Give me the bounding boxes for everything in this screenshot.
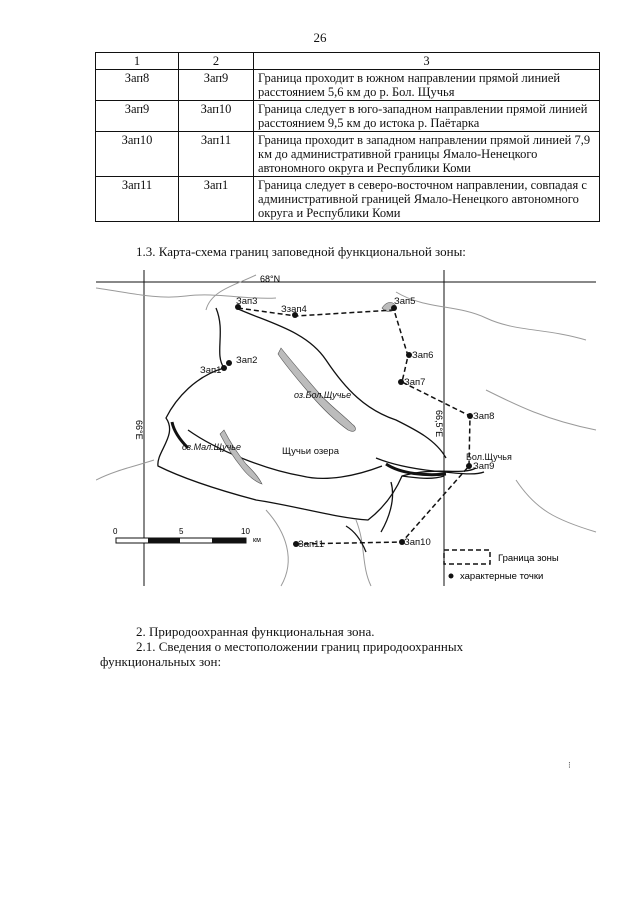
boundary-map xyxy=(96,270,606,600)
cell-to: Зап1 xyxy=(179,177,254,222)
label-lakes: Щучьи озера xyxy=(282,446,339,457)
column-header-description: 3 xyxy=(254,53,600,70)
table-row xyxy=(96,132,600,177)
scale-zero: 0 xyxy=(113,527,118,536)
longitude-label-left: 66°E xyxy=(134,420,144,440)
legend-point-swatch xyxy=(449,574,454,579)
margin-mark: ⁝ xyxy=(568,760,571,770)
section-heading: 2. Природоохранная функциональная зона. xyxy=(136,624,375,639)
label-zap1: Зап1 xyxy=(200,365,222,376)
label-lake-mal: оз.Мал.Щучье xyxy=(182,442,241,452)
boundary-table xyxy=(95,52,600,222)
label-zap10: Зап10 xyxy=(404,537,431,548)
cell-from: Зап8 xyxy=(96,70,179,101)
latitude-label: 68°N xyxy=(260,274,281,284)
cell-from: Зап9 xyxy=(96,101,179,132)
longitude-label-right: 66,5°E xyxy=(434,410,444,438)
label-river: Бол.Щучья xyxy=(466,452,512,462)
label-zap7: Зап7 xyxy=(404,377,426,388)
subsection-line-1: 2.1. Сведения о местоположении границ природоохранных xyxy=(136,639,464,654)
cell-from: Зап11 xyxy=(96,177,179,222)
subsection-paragraph xyxy=(100,639,602,669)
table-row xyxy=(96,101,600,132)
cell-description: Граница проходит в южном направлении прямой линией расстоянием 5,6 км до р. Бол. Щучья xyxy=(254,70,600,101)
legend-boundary-label: Граница зоны xyxy=(498,553,559,564)
label-zap9: Зап9 xyxy=(473,461,495,472)
label-zap11: Зап11 xyxy=(298,539,325,550)
scale-ten: 10 xyxy=(241,527,250,536)
point-zap1 xyxy=(221,365,227,371)
legend-points-label: характерные точки xyxy=(460,571,544,582)
column-header-to: 2 xyxy=(179,53,254,70)
legend xyxy=(444,550,559,582)
label-zap8: Зап8 xyxy=(473,411,495,422)
label-zap5: Зап5 xyxy=(394,296,416,307)
table-header-row xyxy=(96,53,600,70)
table-row xyxy=(96,70,600,101)
label-zap6: Зап6 xyxy=(412,350,434,361)
column-header-from: 1 xyxy=(96,53,179,70)
cell-description: Граница проходит в западном направлении прямой линией 7,9 км до административной границы Ямало-Ненецкого автономного округа и Республики Коми xyxy=(254,132,600,177)
table-row xyxy=(96,177,600,222)
cell-from: Зап10 xyxy=(96,132,179,177)
point-zap2 xyxy=(226,360,232,366)
point-zap9 xyxy=(466,463,472,469)
scale-bar xyxy=(116,538,246,543)
cell-description: Граница следует в юго-западном направлении прямой линией расстоянием 9,5 км до истока р. Паётарка xyxy=(254,101,600,132)
cell-to: Зап9 xyxy=(179,70,254,101)
label-lake-bol: оз.Бол.Щучье xyxy=(294,390,352,400)
label-zap3: Зап3 xyxy=(236,296,258,307)
label-zap2: Зап2 xyxy=(236,355,258,366)
cell-to: Зап10 xyxy=(179,101,254,132)
map-caption: 1.3. Карта-схема границ заповедной функциональной зоны: xyxy=(136,244,466,259)
scale-five: 5 xyxy=(179,527,184,536)
label-zap4: Ззап4 xyxy=(281,304,307,315)
cell-description: Граница следует в северо-восточном направлении, совпадая с административной границей Ямало-Ненецкого автономного округа и Республики Коми xyxy=(254,177,600,222)
cell-to: Зап11 xyxy=(179,132,254,177)
scale-unit: км xyxy=(253,537,261,544)
page-number: 26 xyxy=(313,30,327,45)
legend-boundary-swatch xyxy=(444,550,490,564)
subsection-line-2: функциональных зон: xyxy=(100,654,222,669)
